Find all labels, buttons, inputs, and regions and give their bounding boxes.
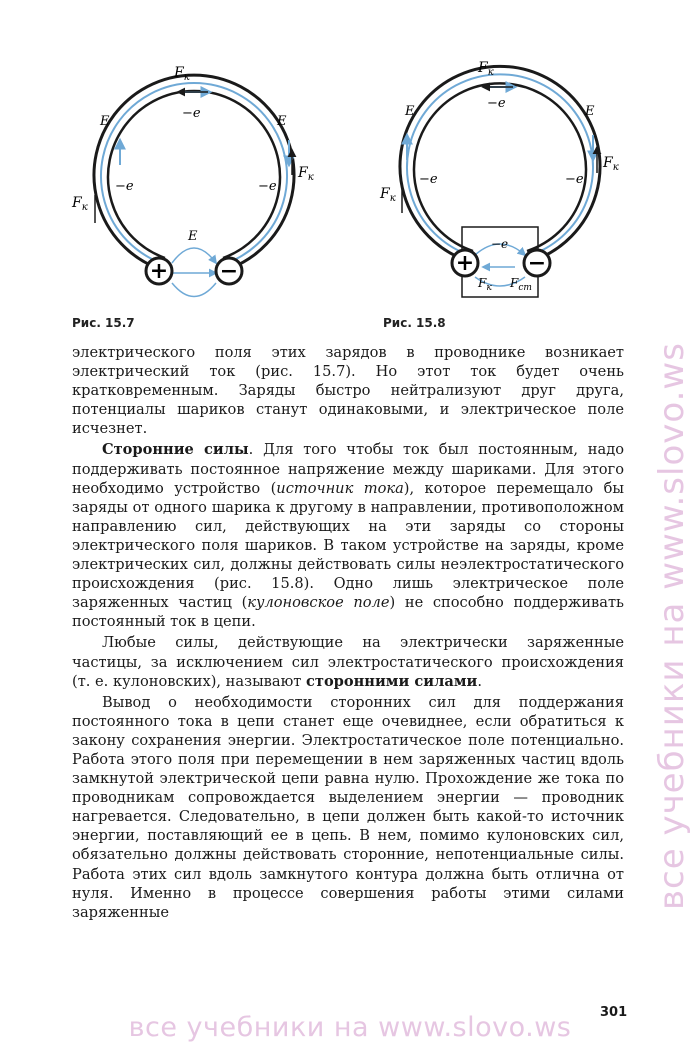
text-run: Любые силы, действующие на электрически заряженные частицы, за исключением сил электростатического происхождения (т. е. кулоновских), называют [72, 634, 624, 690]
e-label-right: E [585, 104, 595, 119]
e-label-bottom: E [188, 229, 198, 244]
charge-left: −e [419, 172, 438, 187]
watermark-bottom: все учебники на www.slovo.ws [128, 1012, 572, 1043]
fk-label-top: $F_к$ [478, 60, 494, 78]
plus-sign: + [455, 250, 475, 276]
fk-label-right: $F_к$ [603, 155, 619, 173]
text-run: Вывод о необходимости сторонних сил для поддержания постоянного тока в цепи станет еще очевиднее, если обратиться к закону сохранения энергии. Электростатическое поле потенциально. Работа этого поля при перемещении в нем заряженных частиц вдоль замкнутой электрической цепи равна нулю. Прохождение же тока по проводникам сопровождается выделением энергии — проводник нагревается. Следовательно, в цепи должен быть какой-то источник энергии, поставляющий ее в цепь. В нем, помимо кулоновских сил, обязательно должны действовать сторонние, непотенциальные силы. Работа этих сил вдоль замкнутого контура должна быть отлична от нуля. Именно в процессе совершения работы этими силами заряженные [72, 693, 624, 921]
fk-label-right: $F_к$ [298, 165, 314, 183]
charge-right: −e [258, 179, 277, 194]
fk-label-top: $F_к$ [174, 65, 190, 83]
figure-15-8 [375, 55, 635, 305]
text-run: ) не способно поддерживать постоянный ток в цепи. [72, 594, 624, 631]
paragraph [72, 440, 624, 631]
fk-label-left: $F_к$ [380, 186, 396, 204]
fk-label-source: $F_к$ [478, 276, 492, 293]
page-number: 301 [600, 1005, 628, 1020]
paragraph [72, 343, 624, 438]
figure-15-8-caption: Рис. 15.8 [383, 316, 446, 330]
text-run: сторонними силами [306, 672, 478, 690]
fst-label-source: $F_{ст}$ [510, 276, 532, 293]
charge-top: −e [487, 96, 506, 111]
figure-15-7 [60, 55, 320, 305]
paragraph [72, 693, 624, 922]
figure-15-7-caption: Рис. 15.7 [72, 316, 135, 330]
minus-sign: − [219, 258, 239, 284]
charge-source: −e [491, 237, 509, 251]
paragraph [72, 633, 624, 690]
text-run: кулоновское поле [247, 594, 390, 612]
e-label-left: E [100, 114, 110, 129]
charge-left: −e [115, 179, 134, 194]
fk-label-left: $F_к$ [72, 195, 88, 213]
text-run: ), которое перемещало бы заряды от одного шарика к другому в направлении, противоположном направлению сил, действующих на эти заряды со стороны электрического поля шариков. В таком устройстве на заряды, кроме электрических сил, должны действовать силы неэлектростатического происхождения (рис. 15.8). Одно лишь электрическое поле заряженных частиц ( [72, 479, 624, 612]
minus-sign: − [527, 250, 547, 276]
e-label-left: E [405, 104, 415, 119]
text-run: . [477, 672, 482, 690]
charge-right: −e [565, 172, 584, 187]
charge-top: −e [182, 106, 201, 121]
text-run: . Для того чтобы ток был постоянным, надо поддерживать постоянное напряжение между шариками. Для этого необходимо устройство ( [72, 441, 625, 497]
body-text [72, 343, 624, 922]
text-run: источник тока [276, 479, 404, 497]
plus-sign: + [149, 258, 169, 284]
text-run: Сторонние силы [102, 441, 249, 459]
e-label-right: E [277, 114, 287, 129]
text-run: электрического поля этих зарядов в проводнике возникает электрический ток (рис. 15.7). Но этот ток будет очень кратковременным. Заряды быстро нейтрализуют друг друга, потенциалы шариков станут одинаковыми, и электрическое поле исчезнет. [72, 344, 624, 438]
watermark-side: все учебники на www.slovo.ws [652, 342, 692, 910]
